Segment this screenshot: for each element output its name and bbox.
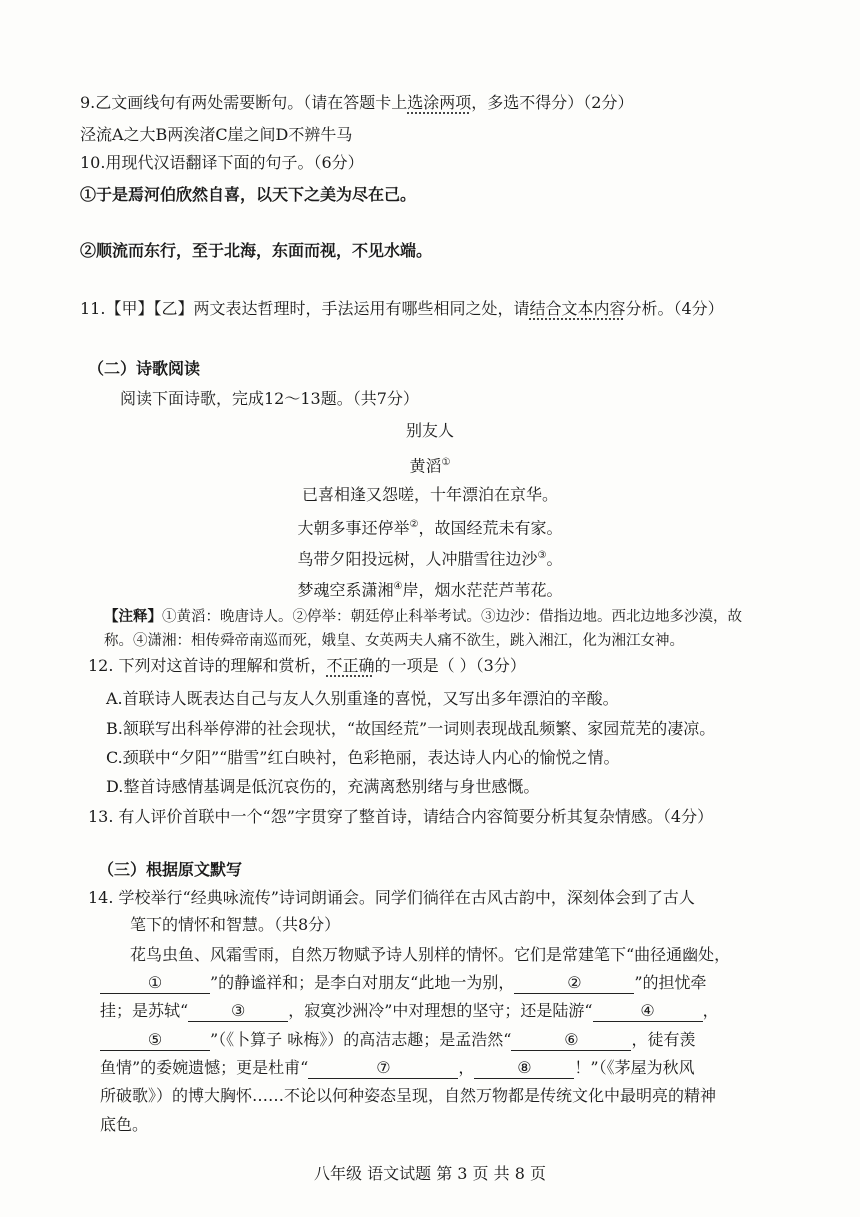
poem-line-1: 已喜相逢又怨嗟，十年漂泊在京华。 <box>301 485 558 504</box>
poem-line-3: 鸟带夕阳投远树，人冲腊雪往边沙③。 <box>297 549 563 569</box>
q14-passage-2: ① ”的静谧祥和；是李白对朋友“此地一为别， ② ”的担忧牵 <box>100 972 707 994</box>
poem-line-4: 梦魂空系潇湘④岸，烟水茫茫芦苇花。 <box>297 580 563 600</box>
section-2-heading: （二）诗歌阅读 <box>88 359 201 378</box>
q9-title: 9.乙文画线句有两处需要断句。（请在答题卡上选涂两项，多选不得分）（2分） <box>80 93 634 112</box>
q12-option-b: B.颔联写出科举停滞的社会现状，“故国经荒”一词则表现战乱频繁、家园荒芜的凄凉。 <box>106 719 716 738</box>
q9-options: 泾流A之大B两涘渚C崖之间D不辨牛马 <box>80 125 353 144</box>
q12-title: 12. 下列对这首诗的理解和赏析，不正确的一项是（ ）（3分） <box>88 656 526 675</box>
q14-passage-7: 底色。 <box>100 1115 149 1134</box>
q14-passage-1: 花鸟虫鱼、风霜雪雨，自然万物赋予诗人别样的情怀。它们是常建笔下“曲径通幽处， <box>130 945 731 964</box>
q14-passage-4: ⑤ ”（《卜算子 咏梅》）的高洁志趣；是孟浩然“ ⑥ ，徒有羡 <box>100 1029 695 1051</box>
q14-passage-5: 鱼情”的委婉遗憾；更是杜甫“ ⑦ ， ⑧ ！”（《茅屋为秋风 <box>100 1058 695 1077</box>
q14-line-2: 笔下的情怀和智慧。（共8分） <box>130 915 341 934</box>
q11-question: 11.【甲】【乙】两文表达哲理时，手法运用有哪些相同之处，请结合文本内容分析。（4分） <box>80 299 724 318</box>
blank-6[interactable]: ⑥ <box>511 1030 631 1051</box>
poem-title: 别友人 <box>405 421 454 440</box>
poem-author: 黄滔① <box>409 456 451 476</box>
page-footer: 八年级 语文试题 第 3 页 共 8 页 <box>314 1164 546 1183</box>
q12-option-c: C.颈联中“夕阳”“腊雪”红白映衬，色彩艳丽，表达诗人内心的愉悦之情。 <box>106 748 620 767</box>
q13-question: 13. 有人评价首联中一个“怨”字贯穿了整首诗，请结合内容简要分析其复杂情感。（4分） <box>88 807 714 826</box>
q14-line-1: 14. 学校举行“经典咏流传”诗词朗诵会。同学们徜徉在古风古韵中，深刻体会到了古人 <box>88 888 695 907</box>
section-2-intro: 阅读下面诗歌，完成12～13题。（共7分） <box>120 389 419 408</box>
poem-notes-line-2: 称。④潇湘：相传舜帝南巡而死，娥皇、女英两夫人痛不欲生，跳入湘江，化为湘江女神。 <box>104 633 684 649</box>
poem-line-2: 大朝多事还停举②，故国经荒未有家。 <box>297 518 563 538</box>
blank-4[interactable]: ④ <box>593 1001 703 1022</box>
q12-option-d: D.整首诗感情基调是低沉哀伤的，充满离愁别绪与身世感慨。 <box>106 777 540 796</box>
poem-notes-line-1: 【注释】①黄滔：晚唐诗人。②停举：朝廷停止科举考试。③边沙：借指边地。西北边地多沙漠，故 <box>104 608 742 625</box>
q10-sentence-2: ②顺流而东行，至于北海，东面而视，不见水端。 <box>80 241 433 260</box>
section-3-heading: （三）根据原文默写 <box>98 860 243 879</box>
blank-7[interactable]: ⑦ <box>308 1058 458 1079</box>
blank-1[interactable]: ① <box>100 973 210 994</box>
blank-3[interactable]: ③ <box>188 1001 288 1022</box>
q14-passage-3: 挂；是苏轼“ ③ ，寂寞沙洲冷”中对理想的坚守；还是陆游“ ④ ， <box>100 1001 719 1020</box>
blank-8[interactable]: ⑧ <box>474 1058 574 1079</box>
q14-passage-6: 所破歌》）的博大胸怀……不论以何种姿态呈现，自然万物都是传统文化中最明亮的精神 <box>100 1086 717 1105</box>
q12-option-a: A.首联诗人既表达自己与友人久别重逢的喜悦，又写出多年漂泊的辛酸。 <box>106 689 619 708</box>
q10-title: 10.用现代汉语翻译下面的句子。（6分） <box>80 153 364 172</box>
blank-5[interactable]: ⑤ <box>100 1030 210 1051</box>
blank-2[interactable]: ② <box>514 973 634 994</box>
q10-sentence-1: ①于是焉河伯欣然自喜，以天下之美为尽在己。 <box>80 185 417 204</box>
